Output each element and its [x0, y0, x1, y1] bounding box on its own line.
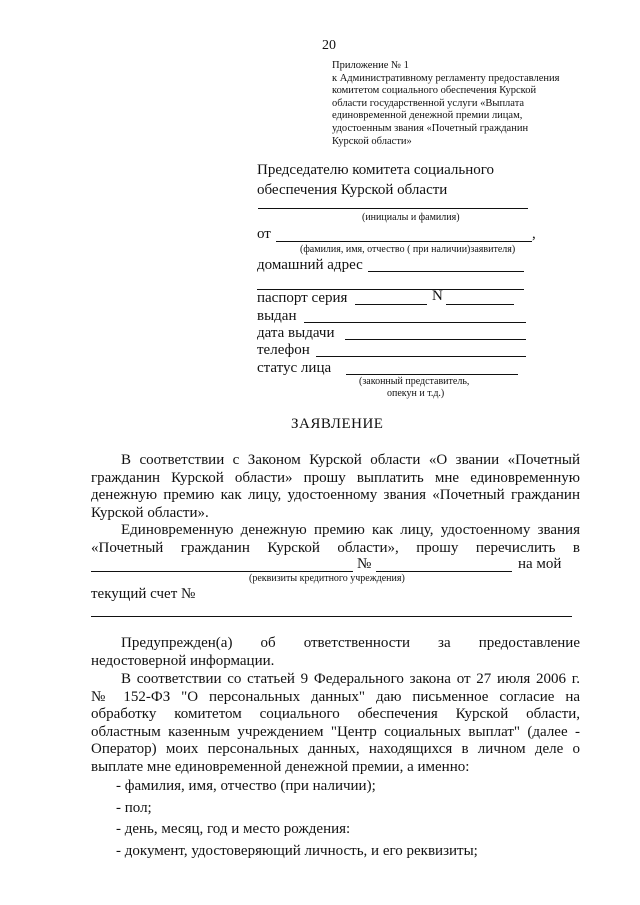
status-label: статус лица: [257, 360, 332, 376]
paragraph-line: Единовременную денежную премию как лицу, удостоенному звания: [121, 522, 580, 538]
annex-line: комитетом социального обеспечения Курской: [332, 85, 537, 97]
annex-line: Приложение № 1: [332, 60, 409, 71]
from-fio-line[interactable]: [276, 241, 532, 242]
paragraph-line: обработку комитетом социального обеспечения Курской области,: [91, 706, 580, 723]
annex-header: [332, 60, 559, 148]
phone-label: телефон: [257, 342, 310, 358]
addressee-line-1: Председателю комитета социального: [257, 162, 495, 178]
list-item: - фамилия, имя, отчество (при наличии);: [116, 778, 376, 794]
from-label: от: [257, 226, 271, 242]
paragraph-line: В соответствии со статьей 9 Федерального закона от 27 июля 2006 г.: [121, 671, 580, 687]
from-comma: ,: [532, 226, 536, 242]
paragraph-line: № 152-ФЗ "О персональных данных" даю письменное согласие на: [91, 688, 580, 705]
issued-line[interactable]: [304, 322, 526, 323]
account-label: текущий счет №: [91, 586, 196, 602]
bank-details-line[interactable]: [91, 571, 353, 572]
personal-data-list: [116, 776, 478, 862]
account-line[interactable]: [91, 616, 572, 617]
paragraph-3: [91, 635, 580, 670]
paragraph-line: гражданин Курской области» прошу выплатить мне единовременную: [91, 469, 580, 486]
annex-line: области государственной услуги «Выплата: [332, 97, 525, 109]
page-number: 20: [322, 38, 336, 53]
addressee-line-2: обеспечения Курской области: [257, 182, 448, 198]
phone-line[interactable]: [316, 356, 526, 357]
paragraph-line: выплате мне единовременной денежной премии, а именно:: [91, 758, 470, 775]
issue-date-line[interactable]: [345, 339, 526, 340]
home-address-line[interactable]: [368, 271, 524, 272]
passport-number-line[interactable]: [446, 304, 514, 305]
bank-caption: (реквизиты кредитного учреждения): [249, 573, 405, 584]
status-caption-2: опекун и т.д.): [387, 388, 445, 399]
bank-number-line[interactable]: [376, 571, 512, 572]
issue-date-label: дата выдачи: [257, 325, 335, 341]
addressee-block: [257, 160, 494, 200]
paragraph-1: [91, 452, 580, 522]
paragraph-line: «Почетный гражданин Курской области», прошу перечислить в: [91, 539, 580, 556]
annex-line: удостоенным звания «Почетный гражданин: [332, 122, 529, 134]
paragraph-line: областным казенным учреждением "Центр социальных выплат" (далее -: [91, 723, 580, 740]
paragraph-line: В соответствии с Законом Курской области «О звании «Почетный: [121, 452, 580, 468]
list-item: - день, месяц, год и место рождения:: [116, 821, 351, 837]
initials-caption: (инициалы и фамилия): [362, 212, 460, 223]
annex-line: к Административному регламенту предоставления: [332, 72, 560, 84]
annex-line: Курской области»: [332, 135, 412, 147]
bank-tail-text: на мой: [518, 556, 562, 572]
list-item: - документ, удостоверяющий личность, и его реквизиты;: [116, 842, 478, 859]
paragraph-line: денежную премию как лицу, удостоенному звания «Почетный гражданин: [91, 487, 580, 504]
status-caption-1: (законный представитель,: [359, 376, 470, 387]
passport-series-label: паспорт серия: [257, 290, 348, 306]
status-line[interactable]: [346, 374, 518, 375]
paragraph-line: Курской области».: [91, 504, 209, 521]
paragraph-line: Предупрежден(а) об ответственности за предоставление: [121, 635, 580, 651]
bank-number-sign: №: [357, 556, 372, 572]
passport-series-line[interactable]: [355, 304, 427, 305]
annex-line: единовременной денежной премии лицам,: [332, 110, 523, 122]
fio-caption: (фамилия, имя, отчество ( при наличии)заявителя): [300, 244, 516, 255]
home-address-label: домашний адрес: [257, 257, 363, 273]
paragraph-4: [91, 671, 580, 777]
paragraph-2: [91, 522, 580, 557]
document-title: ЗАЯВЛЕНИЕ: [291, 416, 384, 432]
passport-number-label: N: [432, 288, 443, 304]
issued-label: выдан: [257, 308, 297, 324]
paragraph-line: недостоверной информации.: [91, 652, 275, 669]
paragraph-line: Оператор) моих персональных данных, находящихся в личном деле о: [91, 741, 580, 758]
list-item: - пол;: [116, 799, 152, 816]
initials-line[interactable]: [258, 208, 528, 209]
